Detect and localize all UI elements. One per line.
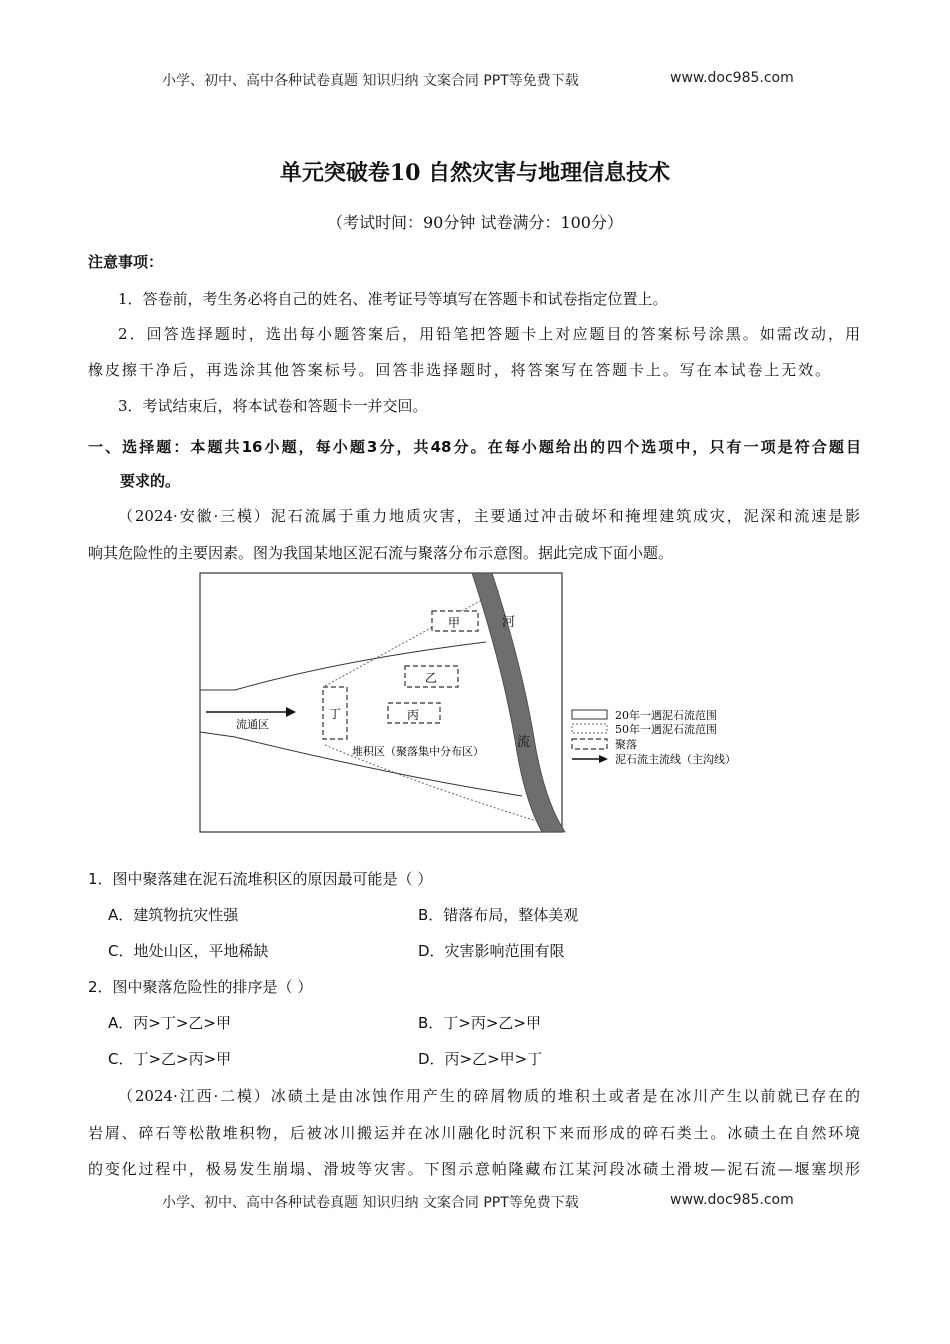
river-label-liu: 流 — [517, 735, 531, 750]
legend-twenty-year-swatch — [572, 710, 607, 719]
question-1-option-c[interactable]: C．地处山区，平地稀缺 — [108, 942, 269, 960]
header-site-link[interactable]: www.doc985.com — [670, 70, 794, 86]
settlement-ding-label: 丁 — [329, 707, 342, 721]
notice-heading: 注意事项： — [88, 253, 164, 271]
question-2-option-b[interactable]: B．丁>丙>乙>甲 — [418, 1014, 541, 1032]
passage-2-line-1: （2024·江西·二模）冰碛土是由冰蚀作用产生的碎屑物质的堆积土或者是在冰川产生以前就已存在的 — [118, 1087, 860, 1105]
header-text: 小学、初中、高中各种试卷真题 知识归纳 文案合同 PPT等免费下载 — [162, 73, 579, 89]
legend-fifty-year-swatch — [572, 724, 607, 733]
legend-flowline-arrow — [599, 755, 608, 763]
legend-settlement-label: 聚落 — [615, 738, 637, 751]
notice-item-1: 1．答卷前，考生务必将自己的姓名、准考证号等填写在答题卡和试卷指定位置上。 — [118, 290, 668, 308]
question-2-option-c[interactable]: C．丁>乙>丙>甲 — [108, 1050, 232, 1068]
debris-flow-map — [190, 570, 770, 838]
notice-item-3: 3．考试结束后，将本试卷和答题卡一并交回。 — [118, 397, 428, 415]
question-2-option-a[interactable]: A．丙>丁>乙>甲 — [108, 1014, 231, 1032]
page-subtitle: （考试时间：90分钟 试卷满分：100分） — [327, 213, 623, 232]
settlement-bing-label: 丙 — [407, 708, 420, 722]
legend-fifty-year-label: 50年一遇泥石流范围 — [615, 723, 717, 736]
question-1-stem: 1．图中聚落建在泥石流堆积区的原因最可能是（ ） — [88, 870, 433, 888]
question-1-option-b[interactable]: B．错落布局，整体美观 — [418, 906, 579, 924]
deposit-zone-label: 堆积区（聚落集中分布区） — [352, 745, 484, 758]
passage-1-line-1: （2024·安徽·三模）泥石流属于重力地质灾害，主要通过冲击破坏和掩埋建筑成灾，泥深和流速是影 — [118, 507, 860, 525]
page-title: 单元突破卷10 自然灾害与地理信息技术 — [279, 160, 671, 186]
settlement-yi-label: 乙 — [425, 671, 438, 685]
legend-settlement-swatch — [572, 739, 607, 749]
passage-2-line-2: 岩屑、碎石等松散堆积物，后被冰川搬运并在冰川融化时沉积下来而形成的碎石类土。冰碛土在自然环境 — [88, 1124, 860, 1142]
footer-text: 小学、初中、高中各种试卷真题 知识归纳 文案合同 PPT等免费下载 — [162, 1195, 579, 1211]
section-heading-line-2: 要求的。 — [120, 472, 181, 490]
question-1-option-d[interactable]: D．灾害影响范围有限 — [418, 942, 565, 960]
question-2-stem: 2．图中聚落危险性的排序是（ ） — [88, 978, 313, 996]
flow-zone-label: 流通区 — [236, 718, 269, 731]
footer-site-link[interactable]: www.doc985.com — [670, 1192, 794, 1208]
passage-2-line-3: 的变化过程中，极易发生崩塌、滑坡等灾害。下图示意帕隆藏布江某河段冰碛土滑坡—泥石流—堰塞坝形 — [88, 1160, 860, 1178]
legend-twenty-year-label: 20年一遇泥石流范围 — [615, 709, 717, 722]
river-label-he: 河 — [502, 615, 516, 630]
question-2-option-d[interactable]: D．丙>乙>甲>丁 — [418, 1050, 543, 1068]
passage-1-line-2: 响其危险性的主要因素。图为我国某地区泥石流与聚落分布示意图。据此完成下面小题。 — [88, 544, 674, 562]
legend-flowline-label: 泥石流主流线（主沟线） — [615, 753, 736, 766]
notice-item-2-line-2: 橡皮擦干净后，再选涂其他答案标号。回答非选择题时，将答案写在答题卡上。写在本试卷上无效。 — [88, 361, 830, 379]
section-heading-line-1: 一、选择题：本题共16小题，每小题3分，共48分。在每小题给出的四个选项中，只有一项是符合题目 — [88, 438, 861, 456]
question-1-option-a[interactable]: A．建筑物抗灾性强 — [108, 906, 239, 924]
settlement-jia-label: 甲 — [448, 616, 461, 630]
notice-item-2-line-1: 2．回答选择题时，选出每小题答案后，用铅笔把答题卡上对应题目的答案标号涂黑。如需改动，用 — [118, 325, 860, 343]
